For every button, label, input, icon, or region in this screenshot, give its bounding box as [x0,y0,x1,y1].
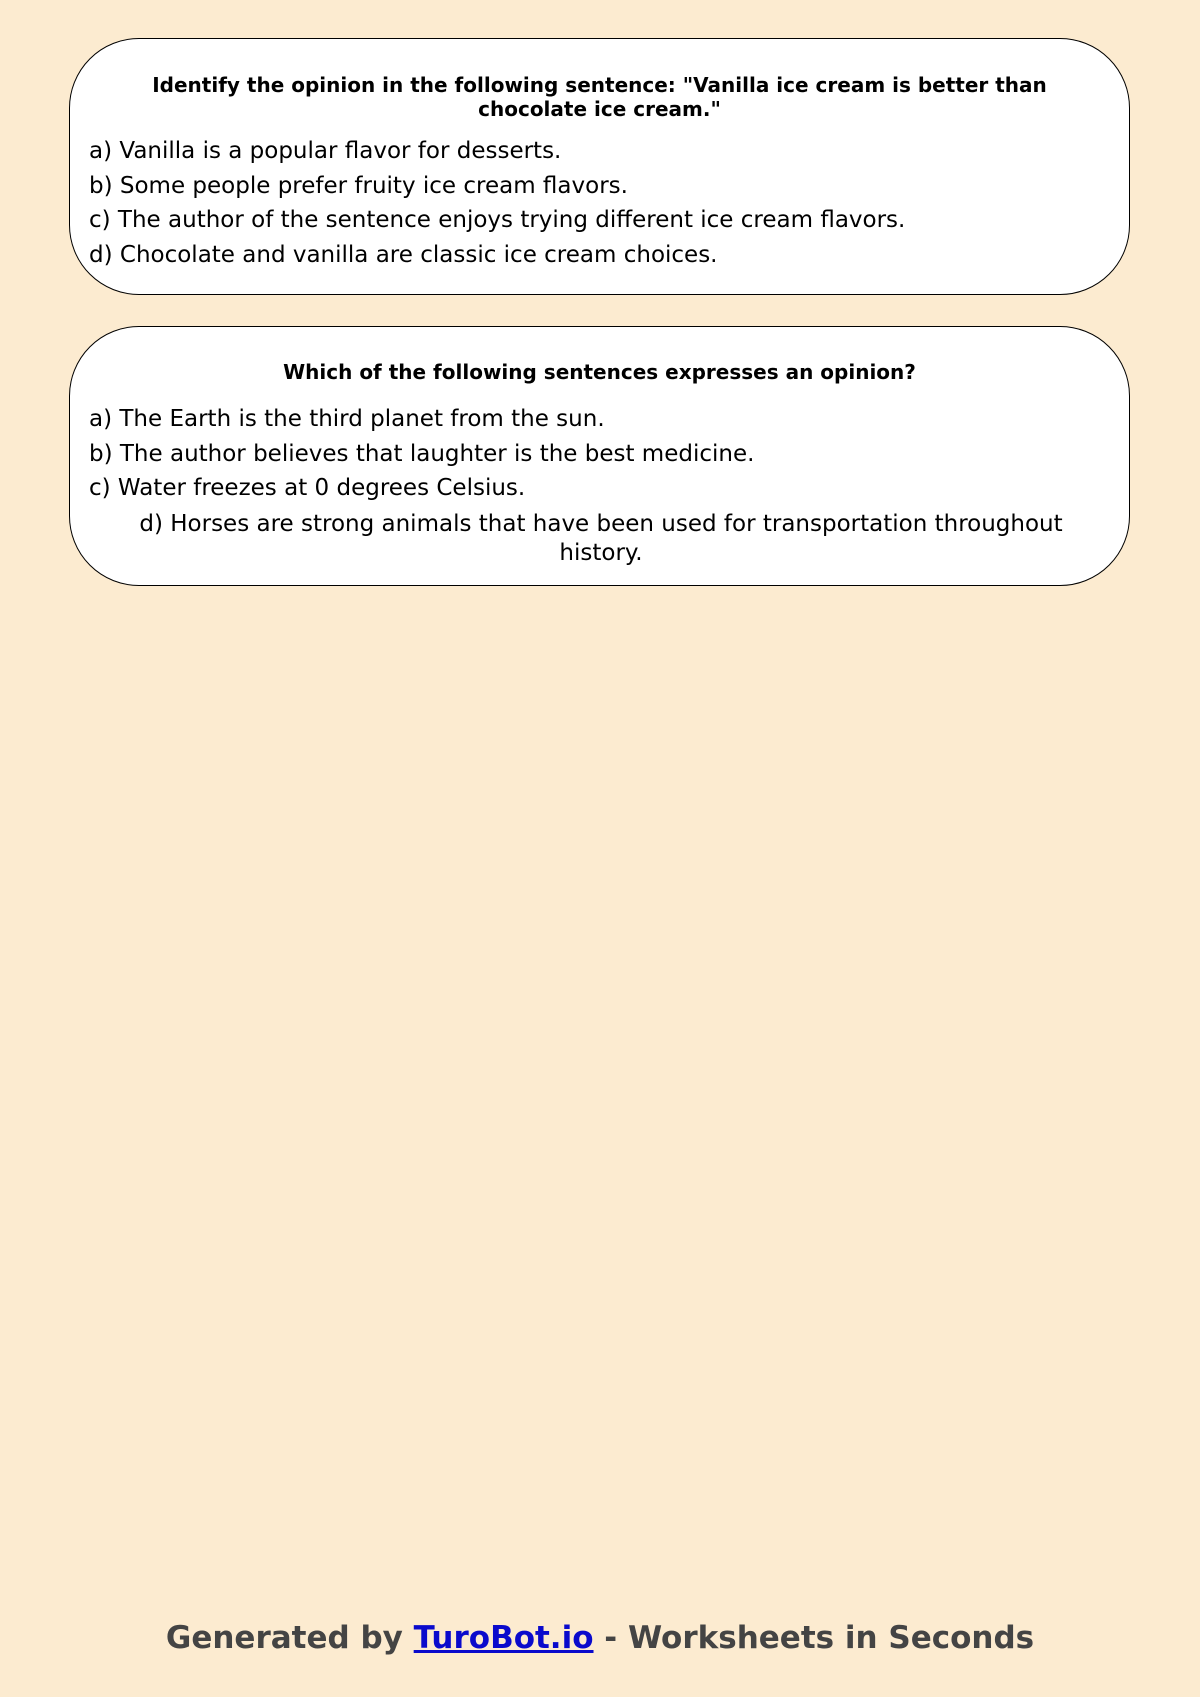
question-card-2 [69,326,1130,586]
question-1-option-c: c) The author of the sentence enjoys trying different ice cream flavors. [89,207,906,233]
question-2-options [89,406,1099,576]
question-card-1 [69,38,1130,295]
question-2-prompt: Which of the following sentences expresses an opinion? [283,360,916,384]
question-2-option-c: c) Water freezes at 0 degrees Celsius. [89,475,526,501]
footer-prefix: Generated by [165,1620,414,1656]
question-1-prompt: Identify the opinion in the following sentence: "Vanilla ice cream is better than chocolate ice cream." [152,73,1047,121]
turobot-link[interactable]: TuroBot.io [413,1620,594,1656]
question-1-option-a: a) Vanilla is a popular flavor for desserts. [89,138,562,164]
question-2-option-b: b) The author believes that laughter is the best medicine. [89,440,755,467]
question-1-option-d: d) Chocolate and vanilla are classic ice cream choices. [89,241,718,268]
question-1-option-b: b) Some people prefer fruity ice cream flavors. [89,172,628,199]
footer [0,1620,1200,1656]
question-1-options [89,138,1099,276]
question-2-option-a: a) The Earth is the third planet from the sun. [89,406,605,432]
footer-suffix: - Worksheets in Seconds [593,1620,1035,1656]
question-2-option-d: d) Horses are strong animals that have been used for transportation throughout history. [139,510,1063,566]
